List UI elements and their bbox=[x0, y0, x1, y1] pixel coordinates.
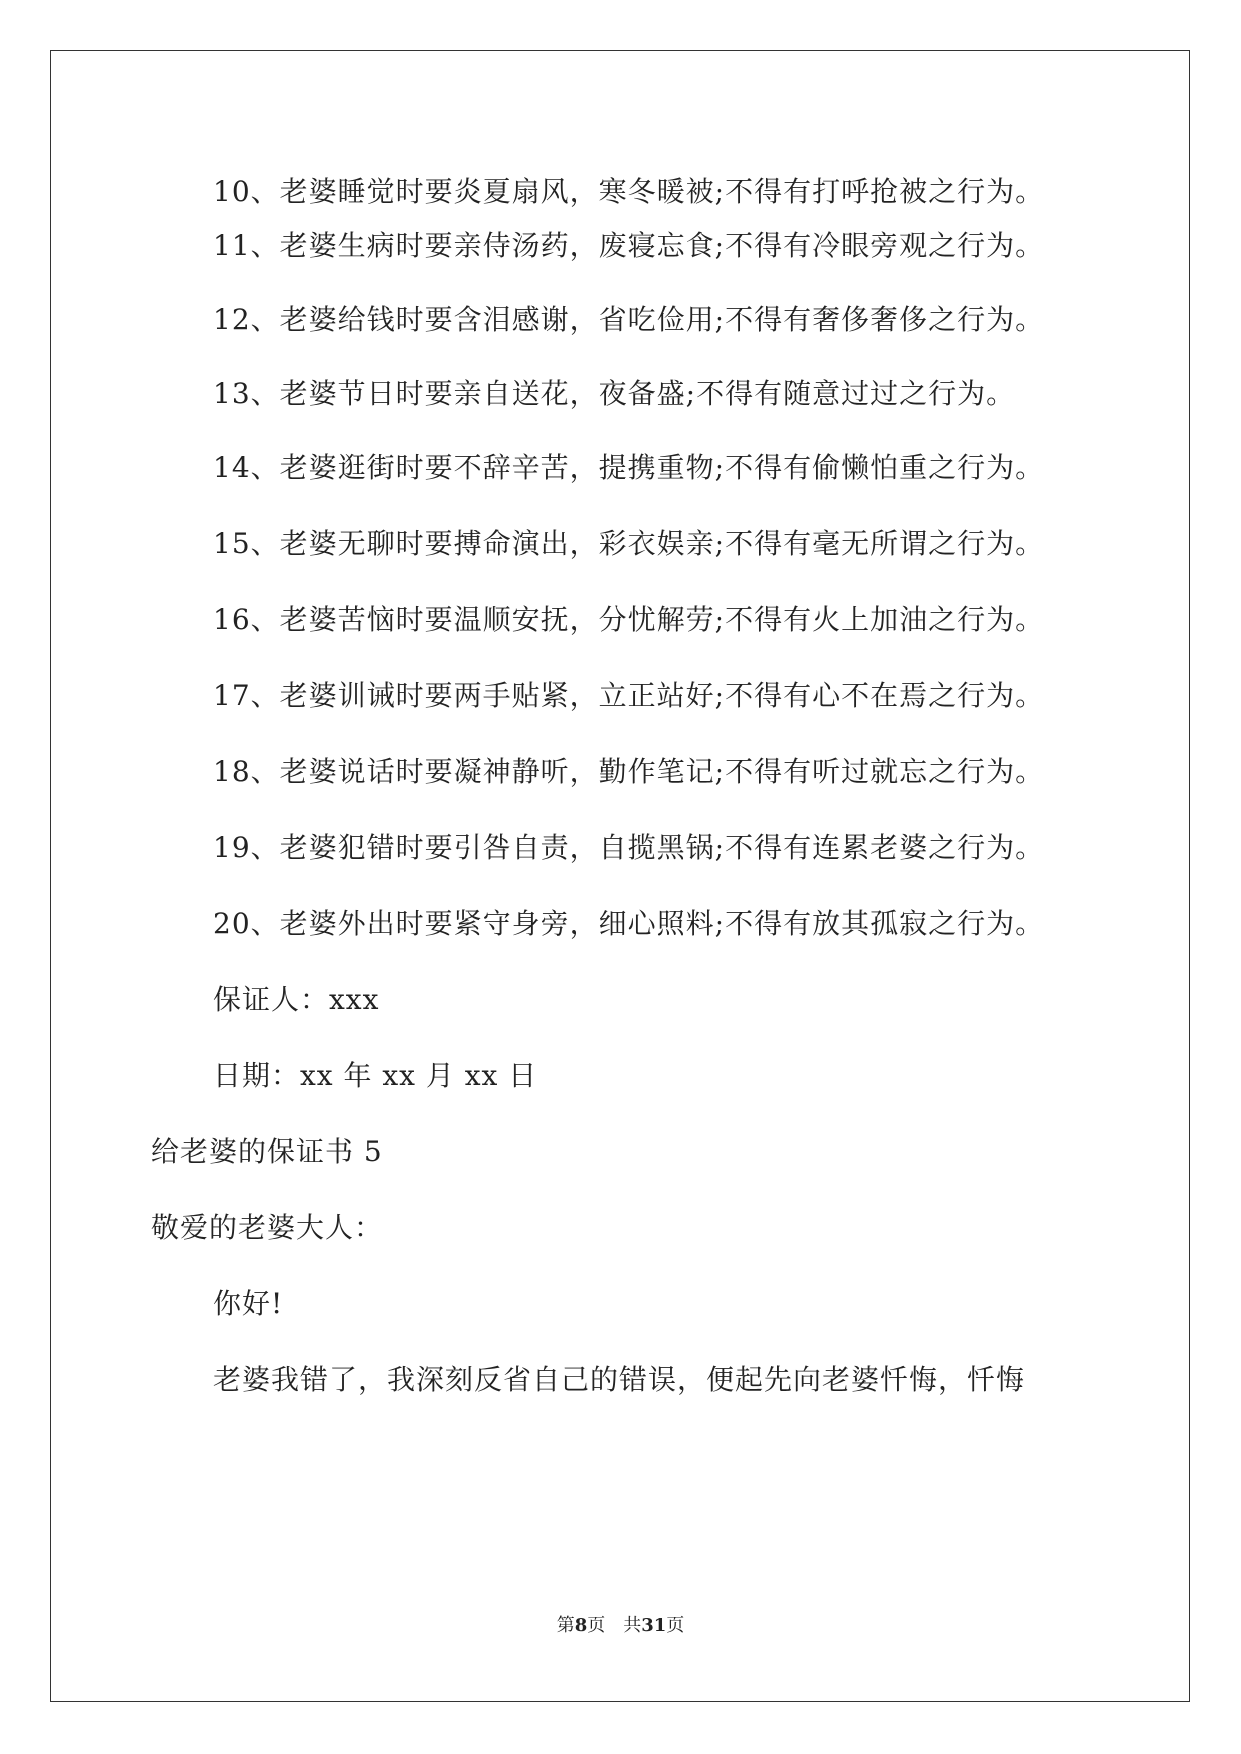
footer-suffix: 页 bbox=[666, 1615, 685, 1636]
item-17: 17、老婆训诫时要两手贴紧，立正站好;不得有心不在焉之行为。 bbox=[213, 679, 1045, 712]
item-10: 10、老婆睡觉时要炎夏扇风，寒冬暖被;不得有打呼抢被之行为。 bbox=[213, 175, 1045, 208]
item-13: 13、老婆节日时要亲自送花，夜备盛;不得有随意过过之行为。 bbox=[213, 377, 1016, 410]
item-15: 15、老婆无聊时要搏命演出，彩衣娱亲;不得有毫无所谓之行为。 bbox=[213, 527, 1045, 560]
body-paragraph-start: 老婆我错了，我深刻反省自己的错误，便起先向老婆忏悔，忏悔 bbox=[213, 1363, 1026, 1396]
salutation: 敬爱的老婆大人： bbox=[151, 1211, 384, 1244]
page-footer bbox=[0, 1614, 1241, 1638]
item-11: 11、老婆生病时要亲侍汤药，废寝忘食;不得有冷眼旁观之行为。 bbox=[213, 229, 1045, 262]
greeting: 你好! bbox=[213, 1287, 284, 1320]
item-19: 19、老婆犯错时要引咎自责，自揽黑锅;不得有连累老婆之行为。 bbox=[213, 831, 1045, 864]
item-18: 18、老婆说话时要凝神静听，勤作笔记;不得有听过就忘之行为。 bbox=[213, 755, 1045, 788]
footer-total-pages: 31 bbox=[641, 1615, 667, 1636]
section-title: 给老婆的保证书 5 bbox=[151, 1135, 383, 1168]
item-14: 14、老婆逛街时要不辞辛苦，提携重物;不得有偷懒怕重之行为。 bbox=[213, 451, 1045, 484]
item-12: 12、老婆给钱时要含泪感谢，省吃俭用;不得有奢侈奢侈之行为。 bbox=[213, 303, 1045, 336]
item-20: 20、老婆外出时要紧守身旁，细心照料;不得有放其孤寂之行为。 bbox=[213, 907, 1045, 940]
date-line: 日期：xx 年 xx 月 xx 日 bbox=[213, 1059, 538, 1092]
item-16: 16、老婆苦恼时要温顺安抚，分忧解劳;不得有火上加油之行为。 bbox=[213, 603, 1045, 636]
footer-mid: 页 共 bbox=[587, 1615, 642, 1636]
footer-page-number: 8 bbox=[574, 1615, 588, 1636]
footer-prefix: 第 bbox=[556, 1615, 575, 1636]
guarantor-line: 保证人：xxx bbox=[213, 983, 380, 1016]
page-frame bbox=[50, 50, 1190, 1702]
